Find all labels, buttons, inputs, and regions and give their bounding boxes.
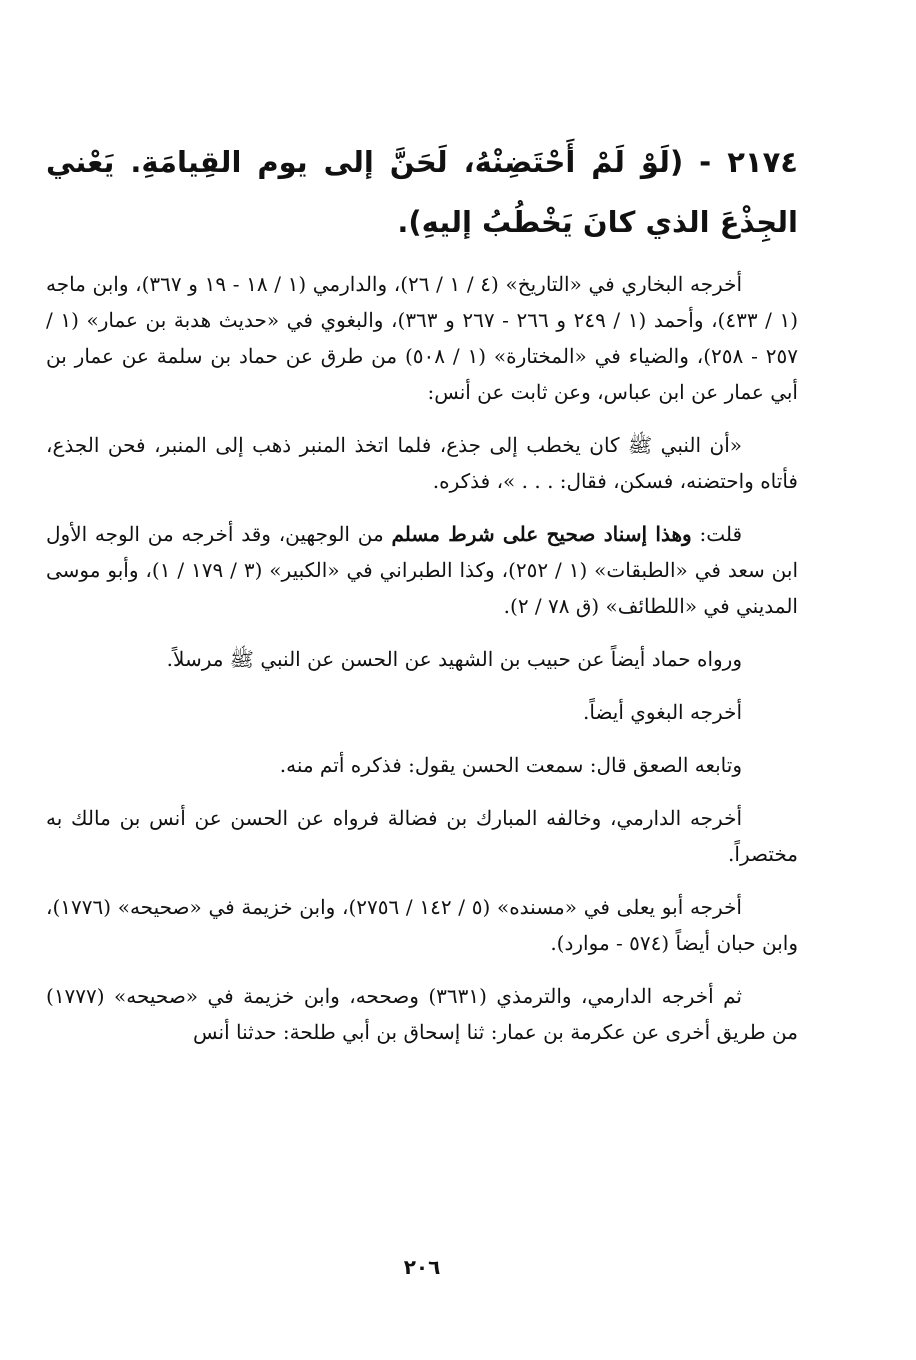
takhrij-paragraph-1: أخرجه البخاري في «التاريخ» (٤ / ١ / ٢٦)، والدارمي (١ / ١٨ - ١٩ و ٣٦٧)، وابن ماجه (١ / ٤٣٣)، وأحمد (١ / ٢٤٩ و ٢٦٦ - ٢٦٧ و ٣٦٣)، والبغوي في «حديث هدبة بن عمار» (١ / ٢٥٧ - ٢٥٨)، والضياء في «المختارة» (١ / ٥٠٨) من طرق عن حماد بن سلمة عن عمار بن أبي عمار عن ابن عباس، وعن ثابت عن أنس:	[46, 272, 799, 404]
mutabaah-paragraph: وتابعه الصعق قال: سمعت الحسن يقول: فذكره أتم منه.	[279, 753, 742, 777]
tirmidhi-paragraph: ثم أخرجه الدارمي، والترمذي (٣٦٣١) وصححه، وابن خزيمة في «صحيحه» (١٧٧٧) من طريق أخرى عن عكرمة بن عمار: ثنا إسحاق بن أبي طلحة: حدثنا أنس	[46, 984, 798, 1044]
mursal-narration-paragraph: ورواه حماد أيضاً عن حبيب بن الشهيد عن الحسن عن النبي ﷺ مرسلاً.	[166, 647, 742, 671]
author-comment-paragraph	[46, 516, 798, 624]
baghawi-paragraph: أخرجه البغوي أيضاً.	[583, 700, 742, 724]
isnad-verdict: وهذا إسناد صحيح على شرط مسلم	[391, 522, 692, 546]
commentary-body	[46, 266, 798, 1050]
hadith-number: ٢١٧٤	[727, 145, 798, 179]
document-page	[46, 0, 798, 1360]
hadith-text-paragraph: «أن النبي ﷺ كان يخطب إلى جذع، فلما اتخذ المنبر ذهب إلى المنبر، فحن الجذع، فأتاه واحتضنه، فسكن، فقال: . . . »، فذكره.	[46, 433, 798, 493]
abu-yala-paragraph: أخرجه أبو يعلى في «مسنده» (٥ / ١٤٢ / ٢٧٥٦)، وابن خزيمة في «صحيحه» (١٧٧٦)، وابن حبان أيضاً (٥٧٤ - موارد).	[46, 895, 798, 955]
hadith-heading	[46, 132, 798, 252]
comment-rest: من الوجهين، وقد أخرجه من الوجه الأول ابن سعد في «الطبقات» (١ / ٢٥٢)، وكذا الطبراني في «الكبير» (٣ / ١٧٩ / ١)، وأبو موسى المديني في «اللطائف» (ق ٧٨ / ٢).	[46, 522, 799, 618]
hadith-heading-text: - (لَوْ لَمْ أَحْتَضِنْهُ، لَحَنَّ إلى يوم القِيامَةِ. يَعْني الجِذْعَ الذي كانَ يَخْطُبُ إليهِ).	[46, 145, 798, 239]
page-number: ٢٠٦	[403, 1255, 441, 1279]
darimi-paragraph: أخرجه الدارمي، وخالفه المبارك بن فضالة فرواه عن الحسن عن أنس بن مالك به مختصراً.	[46, 806, 798, 866]
comment-lead: قلت:	[699, 522, 743, 546]
